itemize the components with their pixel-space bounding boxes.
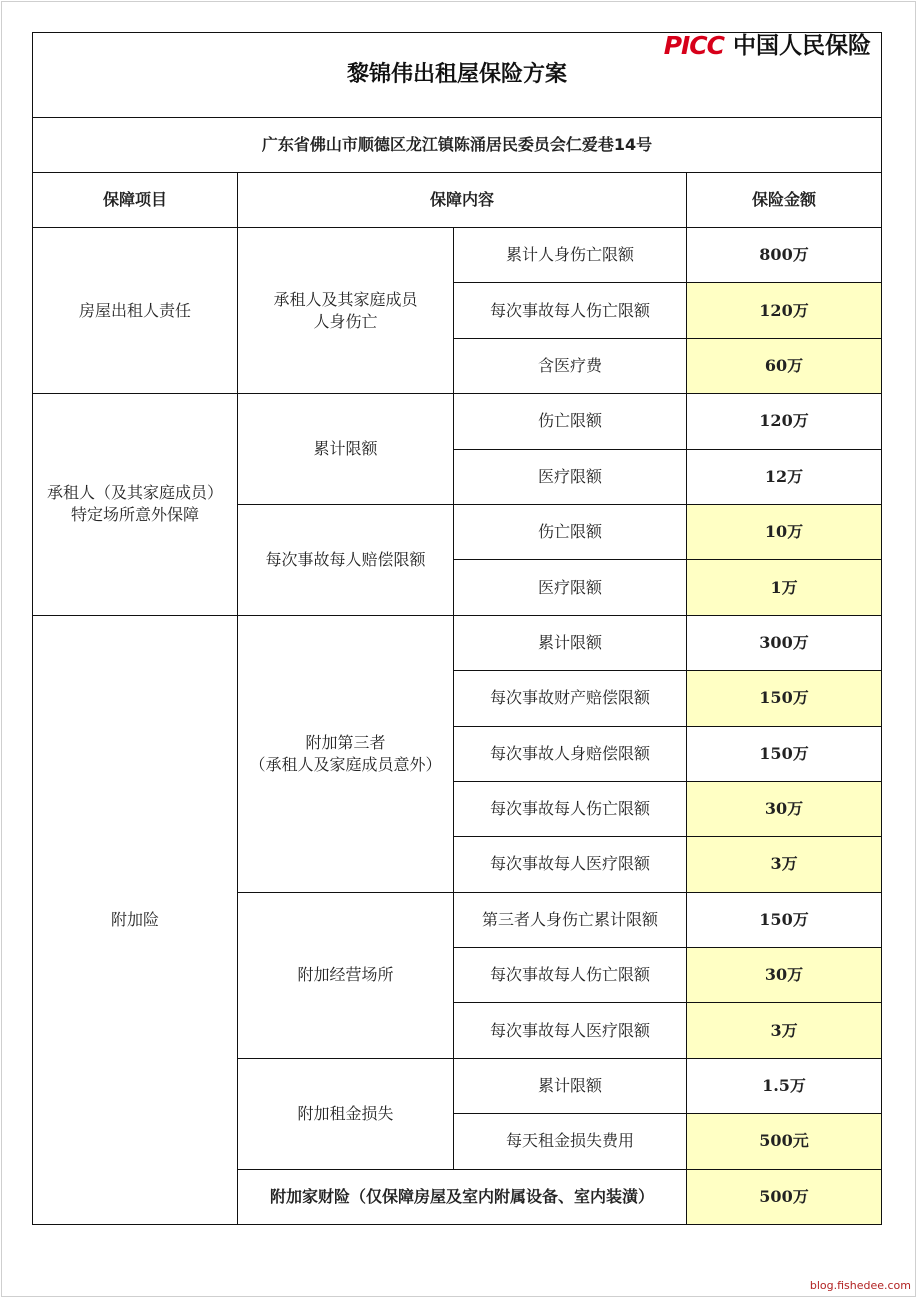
section-additional-insurance: 附加险 — [33, 615, 238, 1224]
table-row-amount: 150万 — [687, 892, 882, 947]
table-row-content: 每次事故每人伤亡限额 — [454, 781, 687, 836]
table-row-amount: 120万 — [687, 283, 882, 338]
table-row-content: 累计人身伤亡限额 — [454, 228, 687, 283]
table-row-amount: 800万 — [687, 228, 882, 283]
table-row-amount: 3万 — [687, 1003, 882, 1058]
table-row-amount: 60万 — [687, 338, 882, 393]
table-row-content: 累计限额 — [454, 615, 687, 670]
sub-cumulative-limit: 累计限额 — [238, 394, 454, 505]
sub-business-premises: 附加经营场所 — [238, 892, 454, 1058]
section-landlord-liability: 房屋出租人责任 — [33, 228, 238, 394]
table-row-amount: 150万 — [687, 726, 882, 781]
header-content: 保障内容 — [238, 173, 687, 228]
insurance-plan-table — [32, 32, 882, 1225]
table-row-content: 累计限额 — [454, 1058, 687, 1113]
table-row-amount: 300万 — [687, 615, 882, 670]
table-row-amount: 30万 — [687, 781, 882, 836]
table-row-content: 每次事故每人医疗限额 — [454, 837, 687, 892]
sub-rent-loss: 附加租金损失 — [238, 1058, 454, 1169]
table-row-content: 伤亡限额 — [454, 504, 687, 559]
title-cell — [33, 33, 882, 118]
table-row-amount: 500元 — [687, 1114, 882, 1169]
table-row-amount: 120万 — [687, 394, 882, 449]
picc-logo-mark: PICC — [663, 31, 725, 60]
table-row-content: 医疗限额 — [454, 449, 687, 504]
sub-tenant-injury: 承租人及其家庭成员 人身伤亡 — [238, 228, 454, 394]
table-row-content: 伤亡限额 — [454, 394, 687, 449]
header-item: 保障项目 — [33, 173, 238, 228]
table-row-amount: 30万 — [687, 948, 882, 1003]
table-row-amount: 1.5万 — [687, 1058, 882, 1113]
table-row-amount: 3万 — [687, 837, 882, 892]
picc-logo — [663, 31, 872, 60]
table-row-content: 每次事故每人医疗限额 — [454, 1003, 687, 1058]
home-property-amount: 500万 — [687, 1169, 882, 1224]
table-row-content: 第三者人身伤亡累计限额 — [454, 892, 687, 947]
table-row-content: 每次事故财产赔偿限额 — [454, 671, 687, 726]
table-row-amount: 150万 — [687, 671, 882, 726]
header-amount: 保险金额 — [687, 173, 882, 228]
table-row-content: 每次事故人身赔偿限额 — [454, 726, 687, 781]
address: 广东省佛山市顺德区龙江镇陈涌居民委员会仁爱巷14号 — [33, 118, 882, 173]
watermark: blog.fishedee.com — [809, 1279, 911, 1292]
document-title: 黎锦伟出租屋保险方案 — [347, 61, 568, 87]
home-property-insurance: 附加家财险（仅保障房屋及室内附属设备、室内装潢） — [238, 1169, 687, 1224]
picc-logo-name: 中国人民保险 — [733, 33, 872, 59]
table-row-amount: 1万 — [687, 560, 882, 615]
table-row-content: 每天租金损失费用 — [454, 1114, 687, 1169]
sub-per-accident-limit: 每次事故每人赔偿限额 — [238, 504, 454, 615]
section-tenant-accident: 承租人（及其家庭成员） 特定场所意外保障 — [33, 394, 238, 616]
table-row-amount: 10万 — [687, 504, 882, 559]
table-row-content: 每次事故每人伤亡限额 — [454, 283, 687, 338]
table-row-content: 医疗限额 — [454, 560, 687, 615]
sub-third-party: 附加第三者 （承租人及家庭成员意外） — [238, 615, 454, 892]
table-row-content: 每次事故每人伤亡限额 — [454, 948, 687, 1003]
table-row-content: 含医疗费 — [454, 338, 687, 393]
table-row-amount: 12万 — [687, 449, 882, 504]
